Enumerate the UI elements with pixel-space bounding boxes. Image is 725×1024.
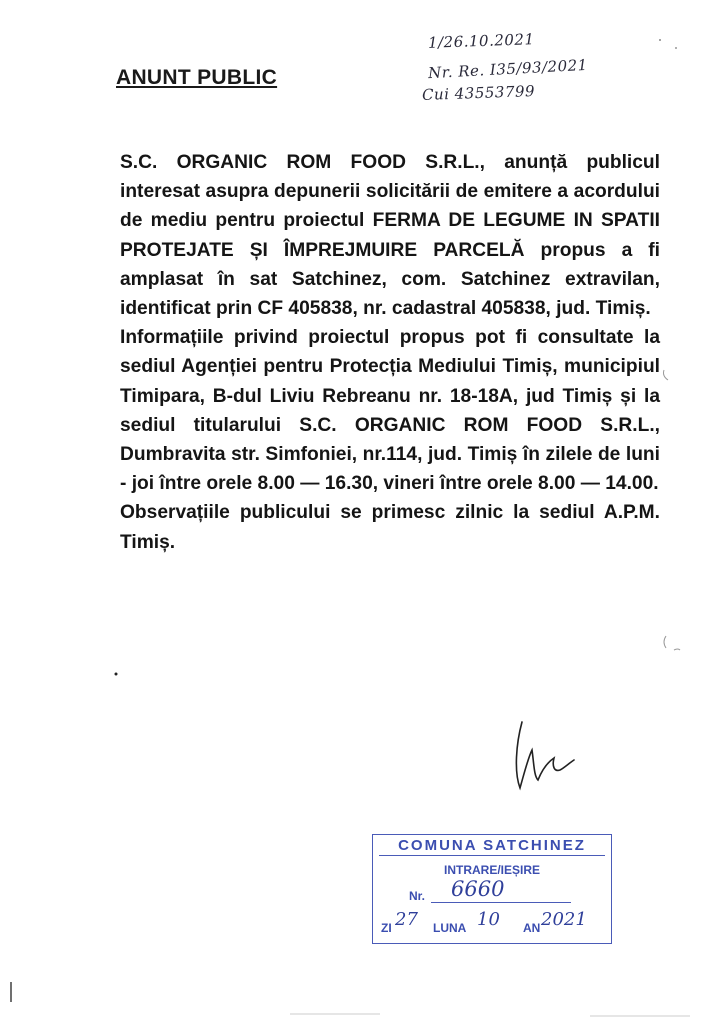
handwritten-registration-date: 1/26.10.2021 [427, 30, 535, 52]
announcement-body [120, 148, 660, 557]
stamp-day-label: ZI [381, 921, 392, 935]
stamp-subtitle: INTRARE/IEȘIRE [443, 863, 540, 877]
stamp-nr-underline [431, 902, 571, 903]
stamp-title: COMUNA SATCHINEZ [379, 837, 605, 856]
handwritten-signature [508, 714, 578, 794]
stamp-year-label: AN [523, 921, 541, 935]
stamp-day-value: 27 [395, 909, 418, 930]
scan-edge-mark [8, 982, 14, 1004]
announcement-paragraph-2: Informațiile privind proiectul propus pot fi consultate la sediul Agenției pentru Protecția Mediului Timiș, municipiul Timipara, B-dul Liviu Rebreanu nr. 18-18A, jud Timiș și la sediul titularului S.C. ORGANIC ROM FOOD S.R.L., Dumbravita str. Simfoniei, nr.114, jud. Timiș în zilele de luni - joi între orele 8.00 — 16.30, vineri între orele 8.00 — 14.00. [120, 327, 660, 495]
scan-speck [660, 366, 680, 386]
scan-speck [660, 632, 684, 656]
scan-speck [654, 34, 684, 54]
announcement-paragraph-1: S.C. ORGANIC ROM FOOD S.R.L., anunță publicul interesat asupra depunerii solicitării de emitere a acordului de mediu pentru proiectul FERMA DE LEGUME IN SPATII PROTEJATE ȘI ÎMPREJMUIRE PARCELĂ propus a fi amplasat în sat Satchinez, com. Satchinez extravilan, identificat prin CF 405838, nr. cadastral 405838, jud. Timiș. [120, 152, 660, 320]
stamp-year-value: 2021 [541, 909, 587, 930]
announcement-paragraph-3: Observațiile publicului se primesc zilnic la sediul A.P.M. Timiș. [120, 502, 660, 553]
scan-edge-mark [290, 1008, 710, 1022]
document-title: ANUNT PUBLIC [116, 66, 278, 89]
stamp-month-value: 10 [477, 909, 500, 930]
scan-speck [112, 670, 120, 678]
stamp-nr-value: 6660 [451, 877, 505, 901]
handwritten-cui: Cui 43553799 [421, 82, 536, 104]
handwritten-registration-number: Nr. Re. I35/93/2021 [427, 55, 589, 83]
stamp-nr-label: Nr. [409, 889, 426, 903]
registration-stamp [372, 834, 612, 944]
stamp-month-label: LUNA [433, 921, 467, 935]
